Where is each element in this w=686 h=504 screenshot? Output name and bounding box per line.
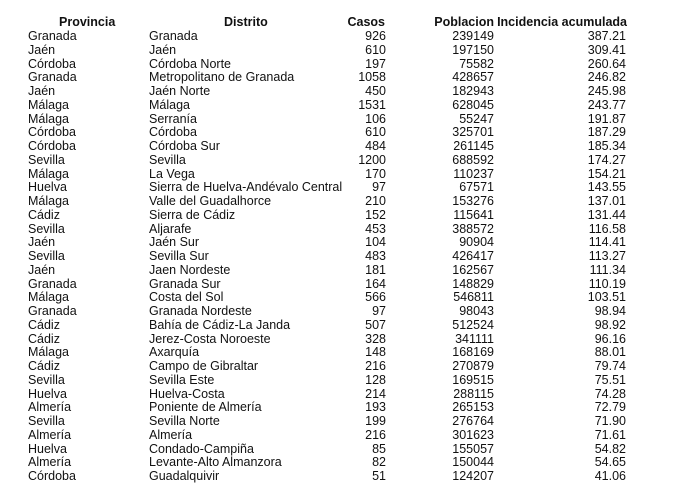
cell-poblacion: 512524 — [452, 317, 494, 332]
cell-distrito: Huelva-Costa — [149, 386, 225, 401]
table-row — [0, 291, 686, 305]
cell-distrito: Sevilla Norte — [149, 414, 220, 428]
cell-incidencia: 79.74 — [594, 359, 626, 373]
cell-provincia: Córdoba — [28, 469, 76, 483]
cell-provincia: Málaga — [28, 345, 69, 360]
cell-poblacion: 153276 — [452, 194, 494, 208]
cell-poblacion: 148829 — [452, 276, 494, 291]
cell-poblacion: 155057 — [452, 441, 494, 456]
cell-distrito: Jaén Sur — [149, 235, 200, 250]
cell-distrito: Jaén Norte — [149, 84, 211, 98]
cell-casos: 610 — [365, 42, 386, 57]
cell-poblacion: 428657 — [452, 70, 494, 85]
table-row — [0, 99, 686, 113]
cell-casos: 152 — [365, 207, 386, 222]
cell-casos: 97 — [372, 304, 386, 318]
cell-distrito: Axarquía — [149, 345, 200, 360]
cell-distrito: Jaen Nordeste — [149, 262, 231, 277]
cell-casos: 128 — [365, 372, 386, 387]
cell-casos: 82 — [372, 455, 386, 470]
cell-incidencia: 245.98 — [587, 84, 626, 98]
cell-poblacion: 688592 — [452, 152, 494, 167]
cell-casos: 51 — [372, 469, 386, 483]
table-row — [0, 236, 686, 250]
cell-poblacion: 182943 — [452, 84, 494, 98]
header-provincia: Provincia — [59, 15, 116, 29]
cell-incidencia: 54.82 — [594, 441, 626, 456]
cell-provincia: Almería — [28, 455, 72, 470]
cell-incidencia: 387.21 — [587, 29, 626, 43]
cell-poblacion: 388572 — [452, 221, 494, 236]
cell-incidencia: 71.61 — [594, 427, 626, 442]
table-row — [0, 456, 686, 470]
cell-poblacion: 75582 — [459, 56, 494, 71]
cell-casos: 484 — [365, 139, 386, 153]
cell-distrito: Sevilla Sur — [149, 249, 209, 263]
cell-provincia: Granada — [28, 304, 77, 318]
table-row — [0, 223, 686, 237]
table-row — [0, 126, 686, 140]
table-row — [0, 443, 686, 457]
cell-distrito: Granada — [149, 29, 198, 43]
cell-provincia: Sevilla — [28, 152, 65, 167]
cell-provincia: Sevilla — [28, 414, 65, 428]
cell-provincia: Cádiz — [28, 331, 60, 346]
cell-provincia: Granada — [28, 29, 77, 43]
table-row — [0, 30, 686, 44]
cell-incidencia: 191.87 — [587, 111, 626, 126]
table-row — [0, 181, 686, 195]
table-row — [0, 429, 686, 443]
cell-poblacion: 426417 — [452, 249, 494, 263]
cell-incidencia: 74.28 — [594, 386, 626, 401]
cell-poblacion: 341111 — [455, 331, 494, 346]
cell-distrito: Jerez-Costa Noroeste — [149, 331, 271, 346]
cell-distrito: Almería — [149, 427, 193, 442]
cell-poblacion: 162567 — [452, 262, 494, 277]
cell-distrito: Granada Nordeste — [149, 304, 252, 318]
cell-casos: 216 — [365, 427, 386, 442]
table-row — [0, 346, 686, 360]
table-row — [0, 415, 686, 429]
cell-incidencia: 260.64 — [587, 56, 626, 71]
cell-casos: 328 — [365, 331, 386, 346]
table-body — [0, 30, 686, 484]
cell-incidencia: 116.58 — [588, 221, 626, 236]
cell-provincia: Málaga — [28, 194, 69, 208]
cell-provincia: Sevilla — [28, 249, 65, 263]
header-distrito: Distrito — [224, 15, 268, 29]
cell-poblacion: 546811 — [453, 290, 494, 305]
header-casos: Casos — [347, 15, 385, 29]
cell-poblacion: 115641 — [453, 207, 494, 222]
cell-poblacion: 55247 — [459, 111, 494, 126]
cell-distrito: La Vega — [149, 166, 195, 181]
cell-casos: 450 — [365, 84, 386, 98]
cell-poblacion: 90904 — [459, 235, 494, 250]
table-row — [0, 360, 686, 374]
cell-incidencia: 185.34 — [587, 139, 626, 153]
cell-poblacion: 628045 — [452, 97, 494, 112]
cell-distrito: Campo de Gibraltar — [149, 359, 259, 373]
cell-provincia: Huelva — [28, 441, 67, 456]
cell-casos: 214 — [365, 386, 386, 401]
cell-poblacion: 325701 — [452, 125, 494, 140]
cell-casos: 97 — [372, 180, 386, 195]
table-row — [0, 195, 686, 209]
cell-distrito: Granada Sur — [149, 276, 221, 291]
cell-incidencia: 54.65 — [594, 455, 626, 470]
cell-distrito: Costa del Sol — [149, 290, 224, 305]
cell-provincia: Córdoba — [28, 139, 76, 153]
cell-distrito: Sierra de Huelva-Andévalo Central — [149, 180, 343, 195]
cell-distrito: Sevilla — [149, 152, 186, 167]
cell-casos: 453 — [365, 221, 386, 236]
cell-distrito: Valle del Guadalhorce — [149, 194, 272, 208]
cell-incidencia: 75.51 — [594, 372, 626, 387]
cell-poblacion: 265153 — [452, 400, 494, 415]
table-row — [0, 58, 686, 72]
cell-incidencia: 113.27 — [588, 249, 626, 263]
cell-distrito: Poniente de Almería — [149, 400, 262, 415]
cell-incidencia: 96.16 — [594, 331, 626, 346]
cell-casos: 1200 — [358, 152, 386, 167]
table-row — [0, 278, 686, 292]
cell-poblacion: 197150 — [452, 42, 494, 57]
table-row — [0, 264, 686, 278]
cell-provincia: Jaén — [28, 262, 56, 277]
cell-provincia: Cádiz — [28, 359, 60, 373]
cell-distrito: Bahía de Cádiz-La Janda — [149, 317, 291, 332]
cell-incidencia: 98.92 — [594, 317, 626, 332]
cell-incidencia: 111.34 — [589, 262, 626, 277]
cell-incidencia: 110.19 — [588, 276, 626, 291]
cell-distrito: Jaén — [149, 42, 177, 57]
table-row — [0, 113, 686, 127]
cell-casos: 199 — [365, 414, 386, 428]
cell-distrito: Córdoba Sur — [149, 139, 220, 153]
table-row — [0, 470, 686, 484]
cell-casos: 610 — [365, 125, 386, 140]
cell-poblacion: 150044 — [452, 455, 494, 470]
table-row — [0, 44, 686, 58]
cell-provincia: Córdoba — [28, 125, 76, 140]
table-row — [0, 168, 686, 182]
cell-incidencia: 174.27 — [587, 152, 626, 167]
cell-provincia: Cádiz — [28, 317, 60, 332]
cell-provincia: Jaén — [28, 235, 56, 250]
cell-poblacion: 124207 — [452, 469, 494, 483]
cell-casos: 926 — [365, 29, 386, 43]
cell-provincia: Sevilla — [28, 221, 65, 236]
cell-incidencia: 103.51 — [587, 290, 626, 305]
table-row — [0, 388, 686, 402]
cell-casos: 181 — [365, 262, 386, 277]
cell-casos: 104 — [365, 235, 386, 250]
cell-casos: 1531 — [358, 97, 386, 112]
cell-provincia: Granada — [28, 70, 77, 85]
cell-provincia: Granada — [28, 276, 77, 291]
cell-incidencia: 154.21 — [587, 166, 626, 181]
incidence-table — [0, 14, 686, 484]
cell-incidencia: 88.01 — [594, 345, 626, 360]
table-row — [0, 401, 686, 415]
cell-casos: 197 — [365, 56, 386, 71]
cell-poblacion: 239149 — [452, 29, 494, 43]
cell-casos: 148 — [365, 345, 386, 360]
cell-distrito: Málaga — [149, 97, 190, 112]
cell-incidencia: 72.79 — [594, 400, 626, 415]
cell-poblacion: 169515 — [452, 372, 494, 387]
cell-poblacion: 168169 — [452, 345, 494, 360]
cell-provincia: Huelva — [28, 386, 67, 401]
cell-provincia: Málaga — [28, 111, 69, 126]
cell-incidencia: 114.41 — [588, 235, 626, 250]
cell-poblacion: 301623 — [452, 427, 494, 442]
cell-incidencia: 41.06 — [594, 469, 626, 483]
cell-incidencia: 187.29 — [587, 125, 626, 140]
cell-incidencia: 98.94 — [594, 304, 626, 318]
cell-provincia: Málaga — [28, 97, 69, 112]
table-row — [0, 333, 686, 347]
table-row — [0, 319, 686, 333]
cell-poblacion: 270879 — [452, 359, 494, 373]
table-row — [0, 250, 686, 264]
cell-incidencia: 246.82 — [587, 70, 626, 85]
cell-poblacion: 110237 — [453, 166, 494, 181]
cell-provincia: Huelva — [28, 180, 67, 195]
table-header — [0, 14, 686, 30]
cell-poblacion: 67571 — [459, 180, 494, 195]
table-row — [0, 71, 686, 85]
cell-distrito: Guadalquivir — [149, 469, 220, 483]
cell-provincia: Córdoba — [28, 56, 76, 71]
cell-provincia: Málaga — [28, 290, 69, 305]
cell-incidencia: 131.44 — [587, 207, 626, 222]
cell-poblacion: 276764 — [452, 414, 494, 428]
cell-distrito: Sierra de Cádiz — [149, 207, 236, 222]
header-poblacion: Poblacion — [434, 15, 494, 29]
cell-provincia: Málaga — [28, 166, 69, 181]
cell-incidencia: 309.41 — [587, 42, 626, 57]
cell-provincia: Almería — [28, 400, 72, 415]
cell-casos: 566 — [365, 290, 386, 305]
cell-casos: 483 — [365, 249, 386, 263]
cell-distrito: Sevilla Este — [149, 372, 215, 387]
cell-distrito: Córdoba — [149, 125, 197, 140]
cell-incidencia: 243.77 — [587, 97, 626, 112]
cell-casos: 193 — [365, 400, 386, 415]
cell-casos: 85 — [372, 441, 386, 456]
cell-provincia: Almería — [28, 427, 72, 442]
cell-distrito: Metropolitano de Granada — [149, 70, 295, 85]
cell-casos: 216 — [365, 359, 386, 373]
cell-provincia: Cádiz — [28, 207, 60, 222]
table-row — [0, 305, 686, 319]
cell-poblacion: 98043 — [459, 304, 494, 318]
cell-casos: 106 — [365, 111, 386, 126]
cell-casos: 507 — [365, 317, 386, 332]
table-row — [0, 85, 686, 99]
cell-provincia: Jaén — [28, 42, 56, 57]
table-row — [0, 209, 686, 223]
cell-casos: 210 — [365, 194, 386, 208]
table-row — [0, 140, 686, 154]
cell-distrito: Aljarafe — [149, 221, 192, 236]
cell-casos: 164 — [365, 276, 386, 291]
cell-incidencia: 137.01 — [587, 194, 626, 208]
cell-provincia: Jaén — [28, 84, 56, 98]
cell-distrito: Levante-Alto Almanzora — [149, 455, 282, 470]
cell-incidencia: 143.55 — [587, 180, 626, 195]
cell-distrito: Córdoba Norte — [149, 56, 231, 71]
table-row — [0, 154, 686, 168]
cell-casos: 170 — [365, 166, 386, 181]
cell-distrito: Serranía — [149, 111, 197, 126]
cell-poblacion: 261145 — [453, 139, 494, 153]
cell-distrito: Condado-Campiña — [149, 441, 254, 456]
cell-incidencia: 71.90 — [594, 414, 626, 428]
table-row — [0, 374, 686, 388]
cell-poblacion: 288115 — [453, 386, 494, 401]
cell-provincia: Sevilla — [28, 372, 65, 387]
cell-casos: 1058 — [358, 70, 386, 85]
header-incidencia: Incidencia acumulada — [497, 15, 627, 29]
